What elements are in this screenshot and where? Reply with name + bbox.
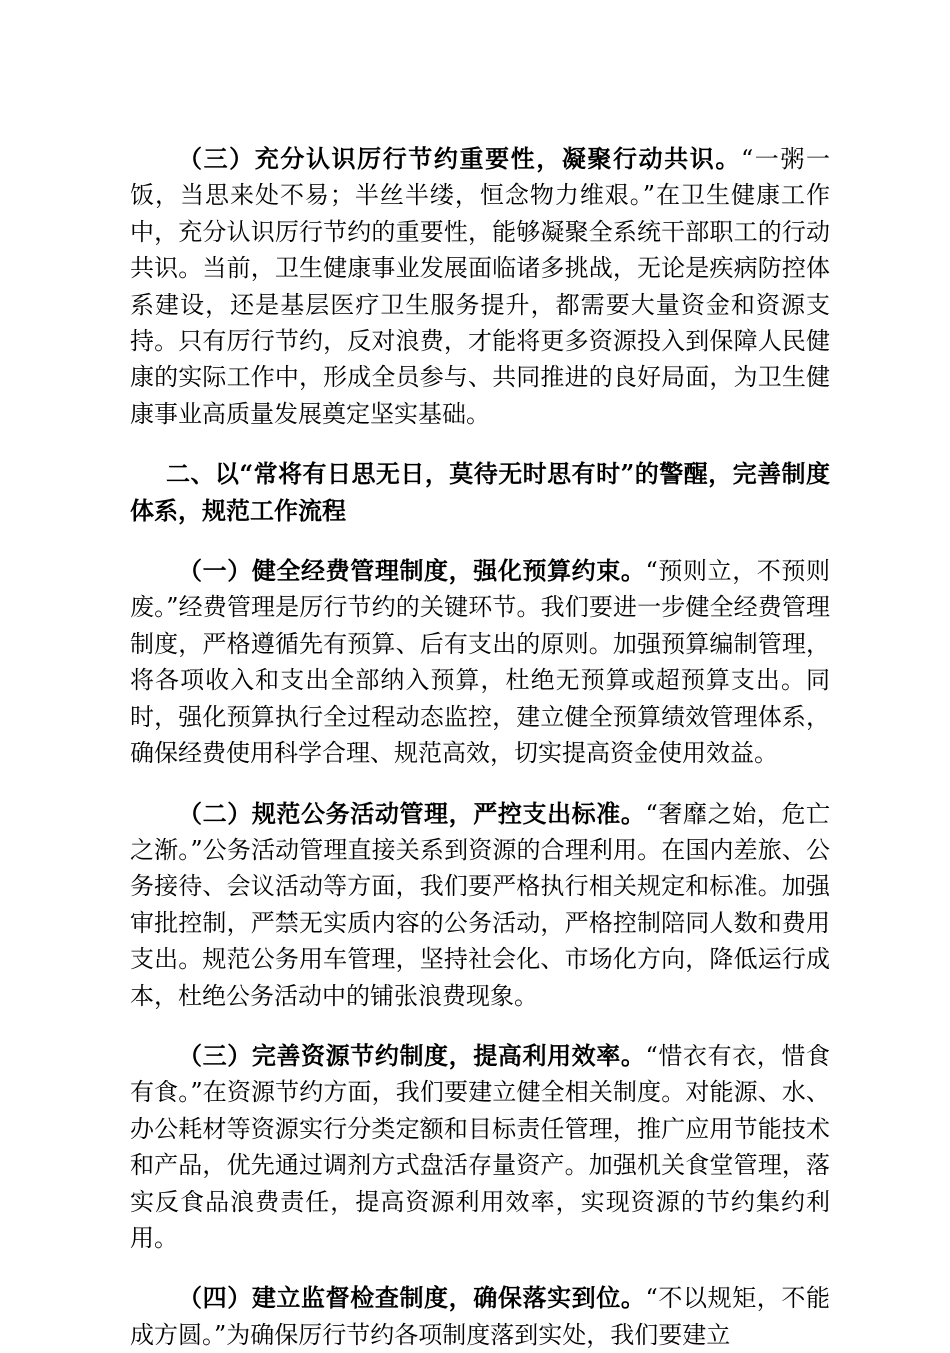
- paragraph-official-activities: [130, 796, 830, 1014]
- paragraph-awareness: [130, 141, 830, 432]
- paragraph-lead: （三）完善资源节约制度，提高利用效率。: [178, 1040, 646, 1070]
- paragraph-lead: （二）规范公务活动管理，严控支出标准。: [178, 798, 646, 828]
- document-body: [130, 141, 830, 1353]
- section-heading: 二、以“常将有日思无日，莫待无时思有时”的警醒，完善制度体系，规范工作流程: [130, 459, 830, 525]
- paragraph-budget: [130, 553, 830, 771]
- paragraph-lead: （一）健全经费管理制度，强化预算约束。: [178, 556, 646, 586]
- paragraph-resource-saving: [130, 1038, 830, 1256]
- paragraph-supervision: [130, 1280, 830, 1353]
- paragraph-text: “惜衣有衣，惜食有食。”在资源节约方面，我们要建立健全相关制度。对能源、水、办公耗材等资源实行分类定额和目标责任管理，推广应用节能技术和产品，优先通过调剂方式盘活存量资产。加强机关食堂管理，落实反食品浪费责任，提高资源利用效率，实现资源的节约集约利用。: [130, 1041, 831, 1252]
- paragraph-text: “奢靡之始，危亡之渐。”公务活动管理直接关系到资源的合理利用。在国内差旅、公务接待、会议活动等方面，我们要严格执行相关规定和标准。加强审批控制，严禁无实质内容的公务活动，严格控制陪同人数和费用支出。规范公务用车管理，坚持社会化、市场化方向，降低运行成本，杜绝公务活动中的铺张浪费现象。: [130, 799, 831, 1010]
- paragraph-lead: （三）充分认识厉行节约重要性，凝聚行动共识。: [178, 144, 741, 173]
- paragraph-text: “预则立，不预则废。”经费管理是厉行节约的关键环节。我们要进一步健全经费管理制度，严格遵循先有预算、后有支出的原则。加强预算编制管理，将各项收入和支出全部纳入预算，杜绝无预算或超预算支出。同时，强化预算执行全过程动态监控，建立健全预算绩效管理体系，确保经费使用科学合理、规范高效，切实提高资金使用效益。: [130, 557, 831, 768]
- paragraph-lead: （四）建立监督检查制度，确保落实到位。: [178, 1283, 646, 1313]
- paragraph-text: “不以规矩，不能成方圆。”为确保厉行节约各项制度落到实处，我们要建立: [130, 1284, 831, 1349]
- paragraph-text: “一粥一饭，当思来处不易；半丝半缕，恒念物力维艰。”在卫生健康工作中，充分认识厉行节约的重要性，能够凝聚全系统干部职工的行动共识。当前，卫生健康事业发展面临诸多挑战，无论是疾病防控体系建设，还是基层医疗卫生服务提升，都需要大量资金和资源支持。只有厉行节约，反对浪费，才能将更多资源投入到保障人民健康的实际工作中，形成全员参与、共同推进的良好局面，为卫生健康事业高质量发展奠定坚实基础。: [130, 145, 830, 428]
